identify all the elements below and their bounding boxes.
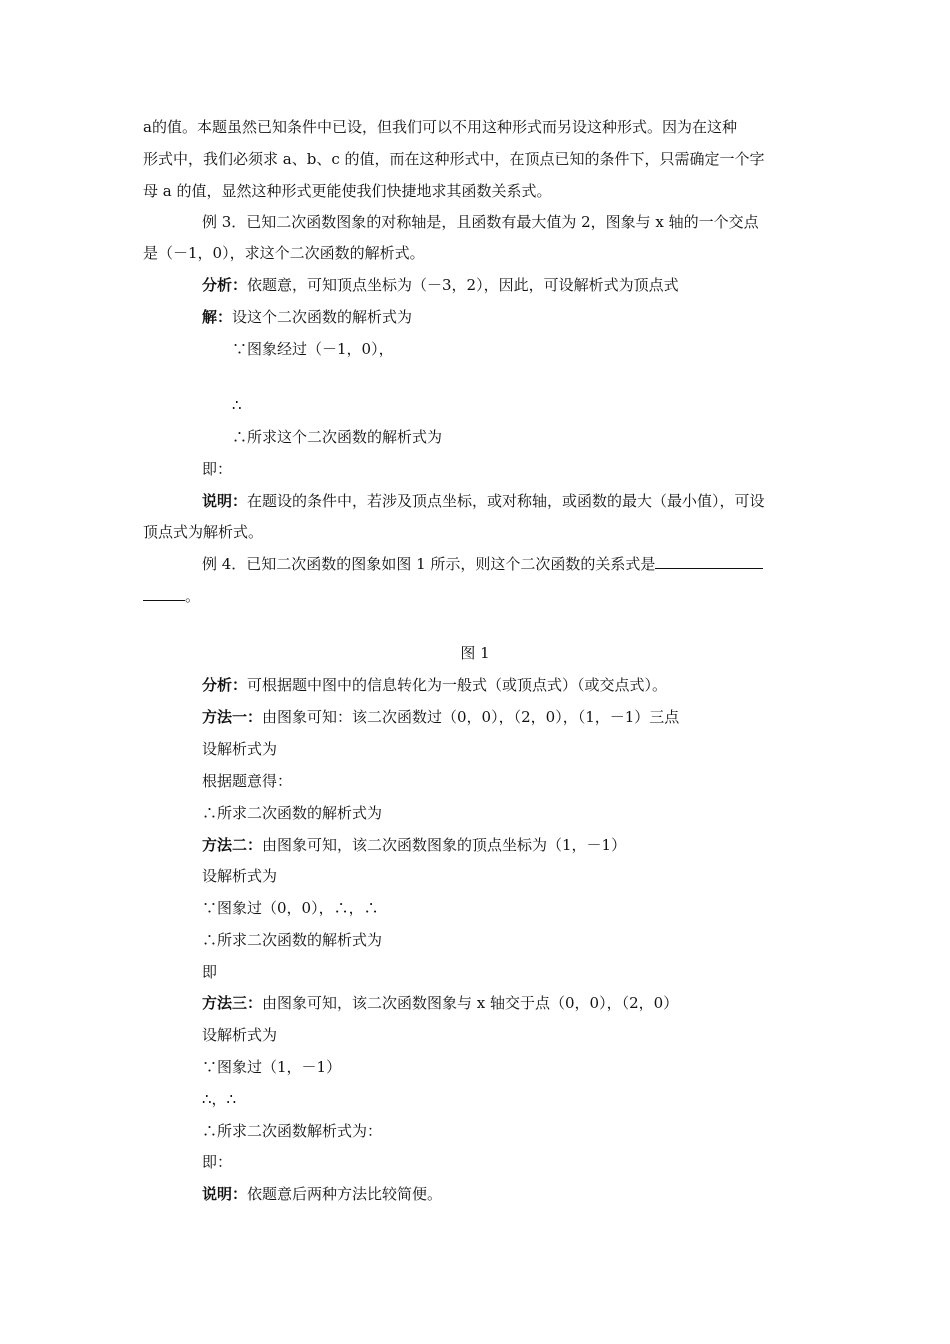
example3-solution xyxy=(202,307,412,327)
method-2-step-4: 即 xyxy=(202,963,218,981)
analysis-label: 分析： xyxy=(202,676,248,694)
analysis-text: 可根据题中图中的信息转化为一般式（或顶点式）（或交点式）。 xyxy=(247,676,668,694)
note-text: 依题意后两种方法比较简便。 xyxy=(247,1185,443,1203)
example4-note xyxy=(202,1184,442,1204)
example4-question-end: 。 xyxy=(185,587,201,605)
intro-line-3: 母 a 的值，显然这种形式更能使我们快捷地求其函数关系式。 xyxy=(143,182,552,200)
example3-note-line-1 xyxy=(202,491,765,511)
example3-step-1: ∵图象经过（－1，0）， xyxy=(232,340,394,358)
example3-question-line-1: 例 3．已知二次函数图象的对称轴是，且函数有最大值为 2，图象与 x 轴的一个交点 xyxy=(202,213,759,231)
intro-line-1: a的值。本题虽然已知条件中已设，但我们可以不用这种形式而另设这种形式。因为在这种 xyxy=(143,118,737,136)
intro-line-2: 形式中，我们必须求 a、b、c 的值，而在这种形式中，在顶点已知的条件下，只需确定一个字 xyxy=(143,150,765,168)
method-2-step-1: 设解析式为 xyxy=(202,867,278,885)
example4-question-text: 例 4．已知二次函数的图象如图 1 所示，则这个二次函数的关系式是 xyxy=(202,555,656,573)
example4-question-line-2 xyxy=(143,586,200,606)
example3-note-line-2: 顶点式为解析式。 xyxy=(143,523,264,541)
method-3-step-5: 即： xyxy=(202,1153,233,1171)
note-label: 说明： xyxy=(202,492,248,510)
analysis-label: 分析： xyxy=(202,276,248,294)
note-label: 说明： xyxy=(202,1185,248,1203)
method-1-text: 由图象可知：该二次函数过（0，0），（2，0），（1，－1）三点 xyxy=(262,708,680,726)
method-1-step-2: 根据题意得： xyxy=(202,772,293,790)
method-3-label: 方法三： xyxy=(202,994,263,1012)
example4-question-line-1 xyxy=(202,554,763,574)
method-2-text: 由图象可知，该二次函数图象的顶点坐标为（1，－1） xyxy=(262,836,627,854)
method-2-label: 方法二： xyxy=(202,836,263,854)
note-text: 在题设的条件中，若涉及顶点坐标，或对称轴，或函数的最大（最小值），可设 xyxy=(247,492,765,510)
method-3-heading xyxy=(202,993,678,1013)
method-1-step-1: 设解析式为 xyxy=(202,740,278,758)
answer-blank-continued xyxy=(143,586,185,601)
method-3-text: 由图象可知，该二次函数图象与 x 轴交于点（0，0），（2，0） xyxy=(262,994,679,1012)
example3-step-2: ∴ xyxy=(232,396,242,414)
example3-step-4: 即： xyxy=(202,460,233,478)
analysis-text: 依题意，可知顶点坐标为（－3，2），因此，可设解析式为顶点式 xyxy=(247,276,679,294)
method-2-heading xyxy=(202,835,626,855)
method-2-step-3: ∴所求二次函数的解析式为 xyxy=(202,931,383,949)
example3-analysis xyxy=(202,275,679,295)
method-1-label: 方法一： xyxy=(202,708,263,726)
answer-blank xyxy=(655,554,763,569)
example4-analysis xyxy=(202,675,667,695)
method-1-heading xyxy=(202,707,679,727)
method-3-step-1: 设解析式为 xyxy=(202,1026,278,1044)
example3-step-3: ∴所求这个二次函数的解析式为 xyxy=(232,428,443,446)
method-3-step-4: ∴所求二次函数解析式为： xyxy=(202,1122,383,1140)
solution-label: 解： xyxy=(202,308,233,326)
method-2-step-2: ∵图象过（0，0），∴，∴ xyxy=(202,899,379,917)
method-1-step-3: ∴所求二次函数的解析式为 xyxy=(202,804,383,822)
solution-text: 设这个二次函数的解析式为 xyxy=(232,308,413,326)
method-3-step-3: ∴，∴ xyxy=(202,1090,237,1108)
method-3-step-2: ∵图象过（1，－1） xyxy=(202,1058,342,1076)
figure-caption: 图 1 xyxy=(460,644,490,662)
example3-question-line-2: 是（－1，0），求这个二次函数的解析式。 xyxy=(143,244,425,262)
